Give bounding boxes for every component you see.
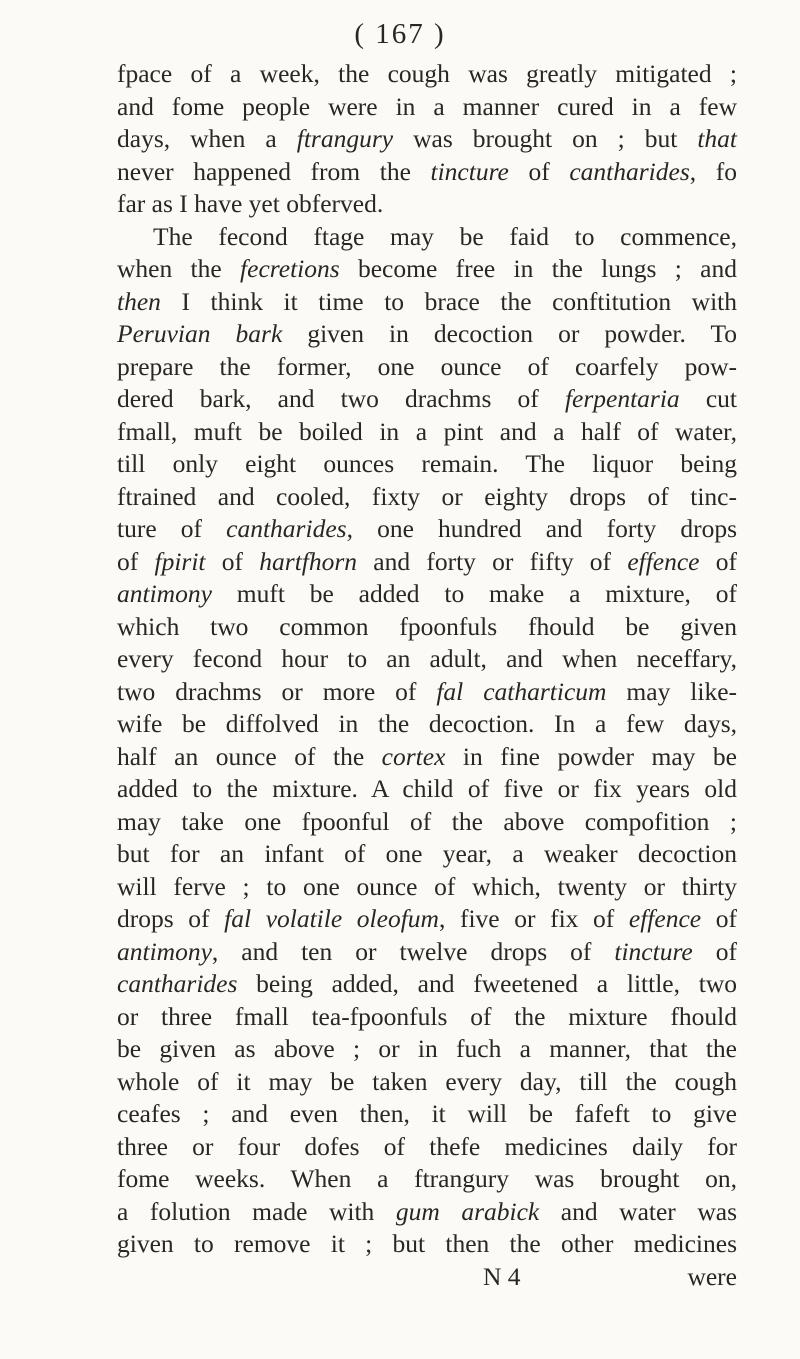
text-segment: of	[701, 904, 737, 933]
text-segment: , fo	[689, 156, 737, 186]
text-segment: of	[508, 156, 570, 186]
text-line	[117, 871, 737, 904]
text-line	[117, 838, 737, 871]
text-line	[117, 58, 737, 91]
text-segment: which two common fpoonfuls fhould be given	[117, 611, 737, 641]
text-segment: of	[205, 546, 260, 576]
text-line	[117, 1163, 737, 1196]
italic-segment: cantharides	[226, 514, 347, 543]
text-segment: whole of it may be taken every day, till the cough	[117, 1066, 737, 1096]
text-line	[117, 383, 737, 416]
italic-segment: fal volatile oleofum	[224, 904, 439, 933]
text-segment: The fecond ftage may be faid to commence,	[153, 221, 737, 251]
text-segment: far as I have yet obferved.	[117, 189, 384, 218]
text-segment: till only eight ounces remain. The liquor being	[117, 449, 737, 478]
text-segment: given to remove it ; but then the other medicines	[117, 1229, 737, 1258]
text-segment: and water was	[539, 1196, 738, 1226]
text-line	[117, 91, 737, 124]
text-line	[117, 481, 737, 514]
text-line	[117, 286, 737, 319]
text-segment: of	[692, 936, 737, 966]
text-line	[117, 1196, 737, 1229]
text-segment: , five or fix of	[438, 904, 629, 933]
text-segment: in fine powder may be	[445, 741, 737, 771]
text-segment: or three fmall tea-fpoonfuls of the mixture fhould	[117, 1001, 737, 1031]
italic-segment: fal catharticum	[436, 676, 607, 706]
italic-segment: fecretions	[240, 254, 340, 283]
italic-segment: cantharides	[117, 969, 238, 998]
text-segment: may take one fpoonful of the above compofition ;	[117, 806, 737, 836]
text-line	[117, 351, 737, 384]
text-line	[117, 936, 737, 969]
italic-segment: then	[117, 286, 161, 316]
signature-mark: N 4	[483, 1261, 521, 1291]
text-line	[117, 903, 737, 936]
text-segment: a folution made with	[117, 1196, 396, 1226]
text-line	[117, 578, 737, 611]
italic-segment: ftrangury	[296, 124, 394, 153]
text-line	[117, 676, 737, 709]
text-segment: wife be diffolved in the decoction. In a few days,	[117, 709, 737, 738]
text-line	[117, 1033, 737, 1066]
italic-segment: tincture	[614, 936, 693, 966]
page-footer	[117, 1261, 737, 1294]
text-segment: will ferve ; to one ounce of which, twenty or thirty	[117, 871, 737, 901]
text-segment: fpace of a week, the cough was greatly mitigated ;	[117, 59, 737, 88]
italic-segment: antimony	[117, 936, 212, 966]
text-segment: ture of	[117, 514, 227, 543]
text-line	[117, 156, 737, 189]
text-segment: and forty or fifty of	[357, 546, 628, 576]
text-line	[117, 1066, 737, 1099]
text-line	[117, 221, 737, 254]
text-segment: dered bark, and two drachms of	[117, 384, 565, 413]
text-line	[117, 513, 737, 546]
text-line	[117, 1131, 737, 1164]
text-segment: of	[117, 546, 155, 576]
text-segment: prepare the former, one ounce of coarfely pow-	[117, 351, 737, 381]
text-line	[117, 1228, 737, 1261]
italic-segment: Peruvian bark	[117, 319, 283, 348]
italic-segment: fpirit	[154, 546, 206, 576]
text-line	[117, 188, 737, 221]
text-segment: never happened from the	[117, 156, 431, 186]
italic-segment: tincture	[430, 156, 509, 186]
text-segment: two drachms or more of	[117, 676, 437, 706]
text-segment: may like-	[606, 676, 738, 706]
text-segment: , one hundred and forty drops	[346, 514, 738, 543]
text-segment: fmall, muft be boiled in a pint and a half of water,	[117, 416, 737, 446]
text-segment: and fome people were in a manner cured in a few	[117, 91, 737, 121]
text-segment: fome weeks. When a ftrangury was brought on,	[117, 1164, 737, 1193]
text-line	[117, 448, 737, 481]
italic-segment: ferpentaria	[564, 384, 680, 413]
text-segment: drops of	[117, 904, 225, 933]
text-line	[117, 741, 737, 774]
italic-segment: that	[697, 124, 738, 153]
italic-segment: antimony	[117, 579, 212, 608]
text-line	[117, 253, 737, 286]
text-line	[117, 1001, 737, 1034]
text-line	[117, 773, 737, 806]
italic-segment: effence	[628, 904, 702, 933]
text-line	[117, 546, 737, 579]
text-segment: , and ten or twelve drops of	[211, 936, 615, 966]
text-segment: three or four dofes of thefe medicines daily for	[117, 1131, 737, 1161]
italic-segment: gum arabick	[395, 1196, 540, 1226]
text-line	[117, 611, 737, 644]
text-line	[117, 968, 737, 1001]
text-segment: when the	[117, 254, 241, 283]
text-line	[117, 1098, 737, 1131]
italic-segment: effence	[627, 546, 700, 576]
text-line	[117, 643, 737, 676]
text-segment: added to the mixture. A child of five or fix years old	[117, 774, 737, 803]
text-line	[117, 318, 737, 351]
text-segment: ftrained and cooled, fixty or eighty drops of tinc-	[117, 481, 737, 511]
text-segment: become free in the lungs ; and	[339, 254, 737, 283]
text-segment: given in decoction or powder. To	[282, 319, 737, 348]
text-line	[117, 123, 737, 156]
italic-segment: cortex	[381, 741, 446, 771]
text-line	[117, 416, 737, 449]
page-number: ( 167 )	[354, 18, 446, 50]
text-segment: half an ounce of the	[117, 741, 382, 771]
body-text	[117, 58, 737, 1293]
text-segment: days, when a	[117, 124, 297, 153]
text-line	[117, 708, 737, 741]
text-segment: muft be added to make a mixture, of	[211, 579, 737, 608]
text-line	[117, 806, 737, 839]
text-segment: but for an infant of one year, a weaker decoction	[117, 839, 737, 868]
text-segment: being added, and fweetened a little, two	[237, 969, 737, 998]
text-segment: I think it time to brace the conftitution with	[160, 286, 737, 316]
text-segment: of	[699, 546, 738, 576]
text-segment: ceafes ; and even then, it will be fafeft to give	[117, 1099, 737, 1128]
catchword: were	[687, 1261, 737, 1291]
text-segment: be given as above ; or in fuch a manner, that the	[117, 1034, 737, 1063]
italic-segment: cantharides	[569, 156, 690, 186]
text-segment: was brought on ; but	[393, 124, 698, 153]
text-segment: every fecond hour to an adult, and when neceffary,	[117, 644, 737, 673]
text-segment: cut	[679, 384, 737, 413]
italic-segment: hartfhorn	[259, 546, 358, 576]
